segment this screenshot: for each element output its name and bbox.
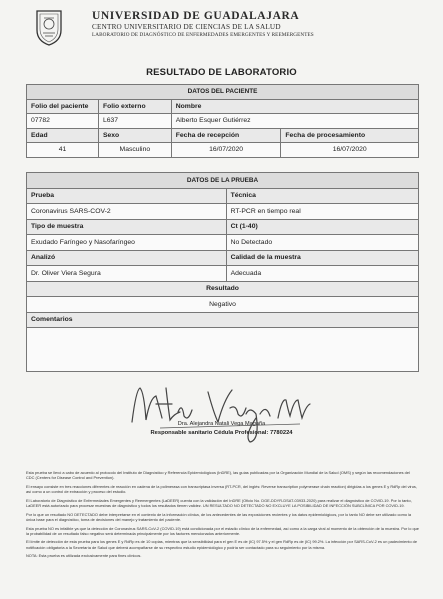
note-paragraph: Esta prueba se llevó a cabo de acuerdo al protocolo del Instituto de Diagnóstico y Referencia Epidemiológicos (InDRE), las guías publicadas por la Organización Mundial de la Salud (OMS) y según las recomendaciones del CDC (Centers for Disease Control and Prevention). — [26, 470, 410, 481]
note-paragraph: Por lo que un resultado NO DETECTADO debe interpretarse en el contexto de la información clínica, de los antecedentes de las exposiciones recientes y los datos epidemiológicos, por lo tanto NO debe ser utilizado como la única base para el diagnóstico, toma de decisiones del manejo y tratamiento del paciente. — [26, 511, 412, 522]
note-paragraph: Esta prueba NO es infalible ya que la detección de Coronavirus SARS-CoV-2 (COVID-19) está condicionada por el estadio clínico de la enfermedad, así como a la carga viral al momento de la obtención de la muestra. Por lo que la probabilidad de un resultado falso negativo será determinada principalmente por los factores mencionados anteriormente. — [26, 525, 419, 536]
fecha-procesamiento-value: 16/07/2020 — [281, 143, 419, 158]
fecha-recepcion-label: Fecha de recepción — [171, 128, 281, 143]
comentarios-label: Comentarios — [27, 312, 419, 328]
edad-label: Edad — [27, 128, 99, 143]
prueba-label: Prueba — [27, 188, 227, 204]
ct-value: No Detectado — [226, 235, 418, 251]
edad-value: 41 — [27, 143, 99, 158]
university-name: UNIVERSIDAD DE GUADALAJARA — [92, 10, 300, 22]
analizo-label: Analizó — [27, 250, 227, 266]
tipo-muestra-label: Tipo de muestra — [27, 219, 227, 235]
calidad-label: Calidad de la muestra — [226, 250, 418, 266]
folio-paciente-value: 07782 — [27, 114, 99, 129]
ct-label: Ct (1-40) — [226, 219, 418, 235]
lab-name: LABORATORIO DE DIAGNÓSTICO DE ENFERMEDADES EMERGENTES Y REEMERGENTES — [92, 32, 314, 38]
analizo-value: Dr. Oliver Viera Segura — [27, 266, 227, 282]
folio-externo-label: Folio externo — [98, 99, 171, 114]
resultado-label: Resultado — [27, 281, 419, 297]
fecha-recepcion-value: 16/07/2020 — [171, 143, 281, 158]
disclaimer-notes — [26, 470, 419, 562]
handwritten-signature — [100, 370, 340, 450]
nombre-label: Nombre — [171, 99, 418, 114]
patient-table — [26, 84, 419, 158]
nombre-value: Alberto Esquer Gutiérrez — [171, 114, 418, 129]
report-title: RESULTADO DE LABORATORIO — [146, 67, 297, 78]
patient-section-title: DATOS DEL PACIENTE — [27, 85, 419, 100]
test-section-title: DATOS DE LA PRUEBA — [27, 173, 419, 189]
fecha-procesamiento-label: Fecha de procesamiento — [281, 128, 419, 143]
tecnica-label: Técnica — [226, 188, 418, 204]
signatory-name: Dra. Alejandra Natali Vega Magaña — [177, 421, 266, 427]
folio-paciente-label: Folio del paciente — [27, 99, 99, 114]
university-seal-icon — [32, 8, 66, 46]
sexo-label: Sexo — [98, 128, 171, 143]
note-paragraph: El ensayo consiste en tres reacciones diferentes de reacción en cadena de la polimerasa con transcriptasa inversa (RT-PCR, del inglés: Reverse transcription polymerase chain reaction) dirigidas a los genes E y RdRp del virus, así como a un control de extracción y proceso del estudio. — [26, 483, 417, 495]
resultado-value: Negativo — [27, 297, 419, 313]
test-table — [26, 172, 419, 372]
center-name: CENTRO UNIVERSITARIO DE CIENCIAS DE LA SALUD — [92, 23, 281, 31]
sexo-value: Masculino — [98, 143, 171, 158]
folio-externo-value: L637 — [98, 114, 171, 129]
tipo-muestra-value: Exudado Faríngeo y Nasofaríngeo — [27, 235, 227, 251]
note-paragraph: El Laboratorio de Diagnóstico de Enfermedades Emergentes y Reemergentes (LaDEER) cuenta con la validación del InDRE (Oficio No. DGE-DDYR-DSAT-03933-2020) para realizar el diagnóstico de COVID-19. Por lo tanto, LaDEER está autorizado para procesar muestras de diagnóstico y todos los resultados tienen validez. UN RESULTADO NO DETECTADO NO EXCLUYE LA POSIBILIDAD DE INFECCIÓN SUBCLÍNICA POR COVID-19. — [26, 497, 412, 509]
comentarios-value — [27, 328, 419, 372]
note-paragraph: NOTA: Esta prueba es utilizada exclusivamente para fines clínicos. — [26, 553, 142, 559]
note-paragraph: El límite de detección de esta prueba para los genes E y RdRp es de 10 copias, mientras que la sensibilidad para el gen E es de (IC) 97.5% y el gen RdRp es de (IC) 99.2%. La infección por SARS-CoV-2 es un padecimiento de notificación obligatoria a la Secretaría de Salud que deberá acompañarse de su respectivo estudio epidemiológico y podría ser contactado para su seguimiento por la misma. — [26, 539, 418, 550]
prueba-value: Coronavirus SARS-COV-2 — [27, 204, 227, 220]
signatory-role: Responsable sanitario Cédula Profesional: 7780224 — [150, 430, 293, 436]
letterhead — [20, 8, 430, 48]
tecnica-value: RT-PCR en tiempo real — [226, 204, 418, 220]
letterhead-text — [92, 10, 314, 38]
calidad-value: Adecuada — [226, 266, 418, 282]
